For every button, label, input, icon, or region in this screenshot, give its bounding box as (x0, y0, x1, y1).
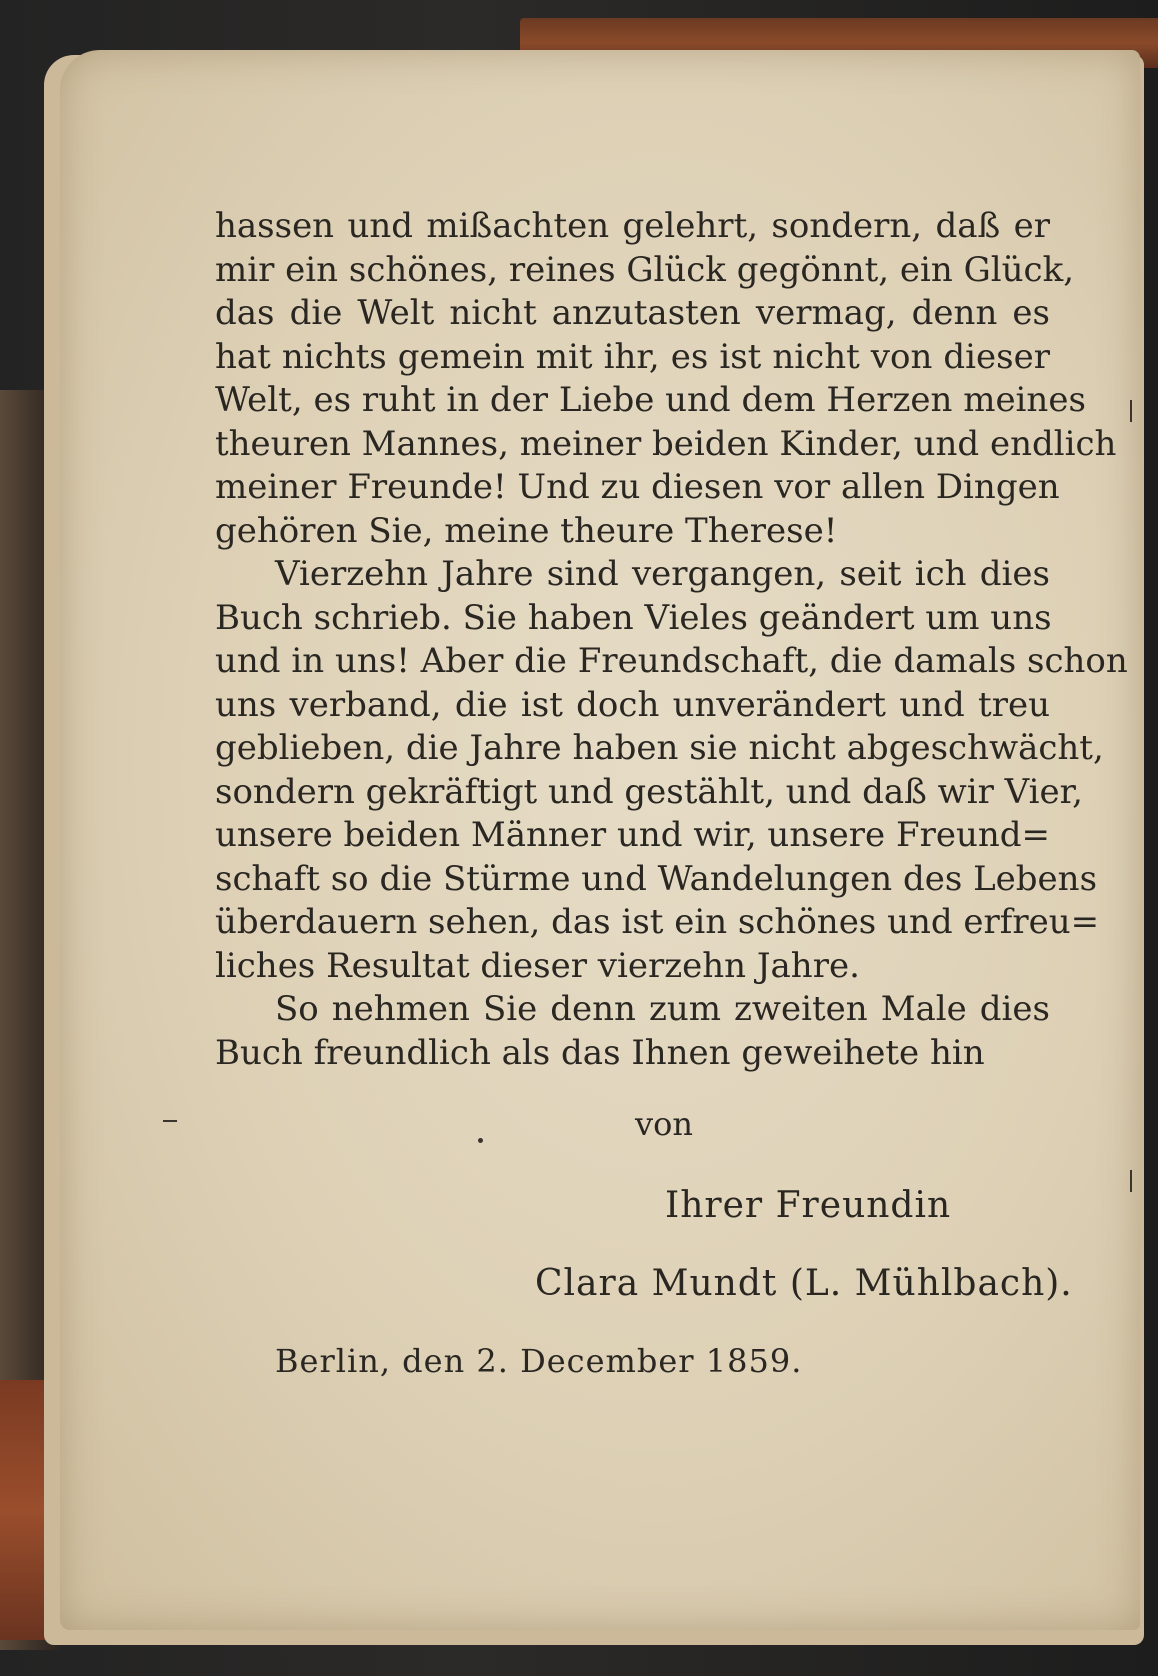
text-line: Buch schrieb. Sie haben Vieles geändert um uns (215, 597, 1052, 638)
text-line: Vierzehn Jahre sind vergangen, seit ich dies (275, 554, 1050, 594)
text-line: schaft so die Stürme und Wandelungen des Lebens (215, 858, 1098, 899)
text-line: meiner Freunde! Und zu diesen vor allen Dingen (215, 467, 1060, 507)
body-text (215, 205, 1128, 1075)
text-line: und in uns! Aber die Freundschaft, die damals schon (215, 641, 1128, 681)
von-line: von (635, 1105, 693, 1143)
text-line: geblieben, die Jahre haben sie nicht abgeschwächt, (215, 728, 1104, 768)
text-line: gehören Sie, meine theure Therese! (215, 510, 838, 551)
signature: Clara Mundt (L. Mühlbach). (535, 1263, 1073, 1304)
text-line: hassen und mißachten gelehrt, sondern, daß er (215, 206, 1050, 246)
closing-line: Ihrer Freundin (665, 1185, 952, 1226)
ink-speck (163, 1120, 177, 1122)
text-line: überdauern sehen, das ist ein schönes und erfreu= (215, 902, 1100, 942)
text-line: theuren Mannes, meiner beiden Kinder, und endlich (215, 423, 1117, 464)
text-line: liches Resultat dieser vierzehn Jahre. (215, 945, 860, 986)
text-line: hat nichts gemein mit ihr, es ist nicht von dieser (215, 336, 1050, 377)
dateline: Berlin, den 2. December 1859. (275, 1342, 803, 1380)
text-line: So nehmen Sie denn zum zweiten Male dies (275, 989, 1050, 1029)
ink-speck (1130, 1170, 1132, 1192)
text-line: Welt, es ruht in der Liebe und dem Herzen meines (215, 380, 1086, 420)
text-line: Buch freundlich als das Ihnen geweihete hin (215, 1032, 985, 1073)
text-line: mir ein schönes, reines Glück gegönnt, ein Glück, (215, 249, 1074, 290)
text-line: uns verband, die ist doch unverändert und treu (215, 684, 1050, 725)
ink-speck (478, 1138, 483, 1143)
text-line: unsere beiden Männer und wir, unsere Freund= (215, 815, 1050, 855)
text-line: das die Welt nicht anzutasten vermag, denn es (215, 293, 1050, 333)
ink-speck (1130, 400, 1132, 422)
text-line: sondern gekräftigt und gestählt, und daß wir Vier, (215, 771, 1083, 812)
